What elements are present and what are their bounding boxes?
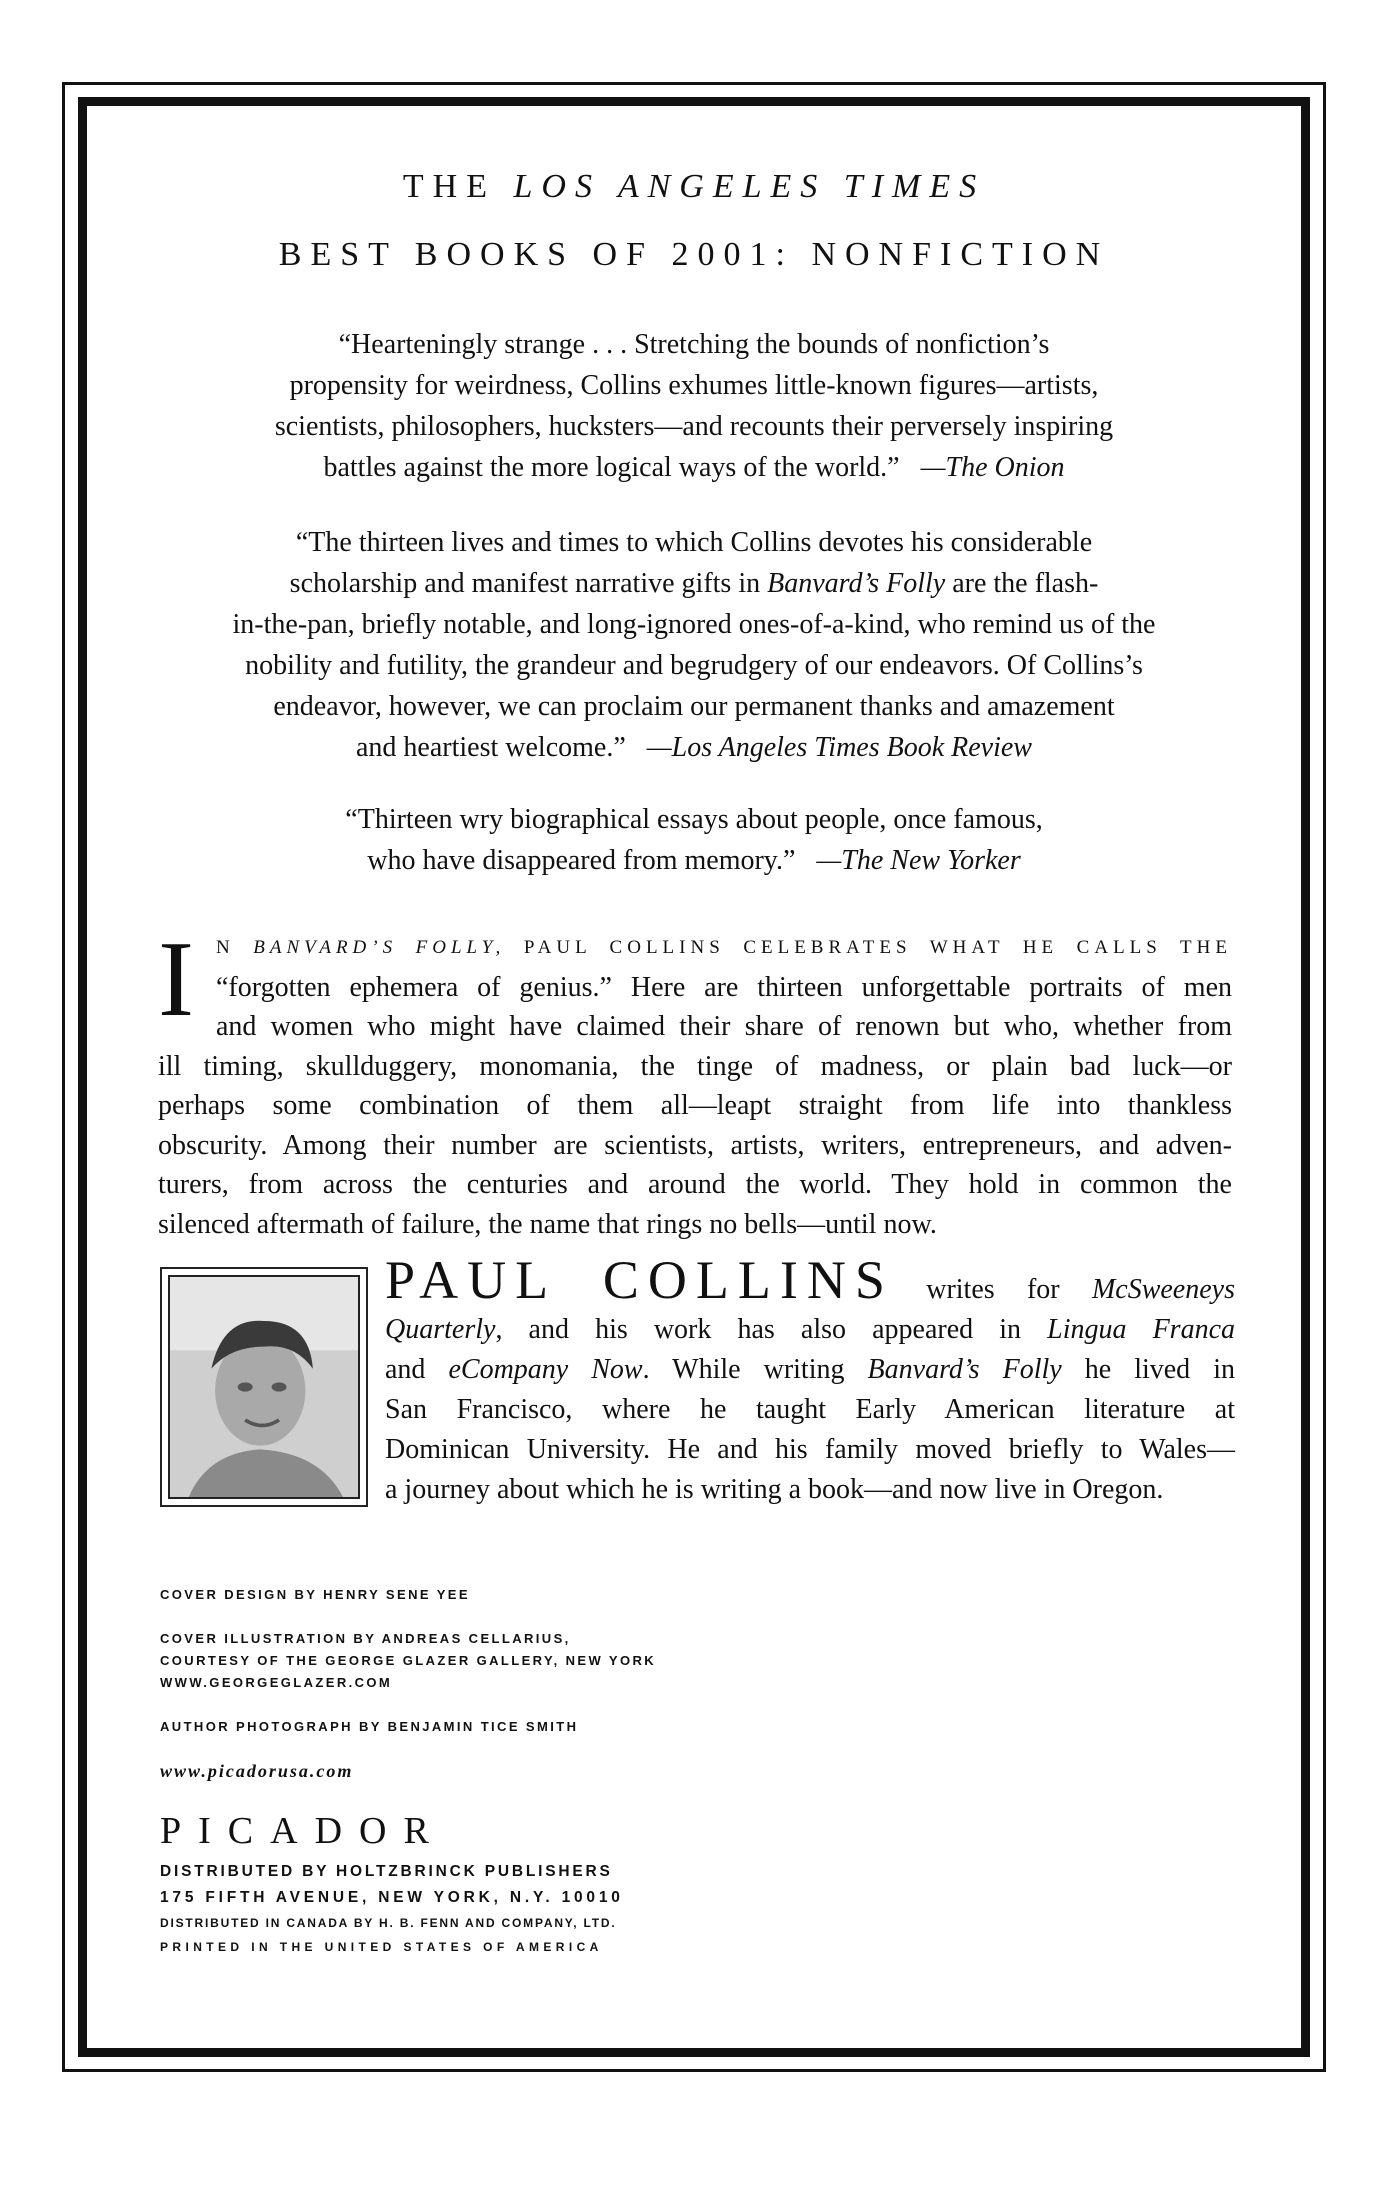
bio-text: . While writing xyxy=(642,1354,868,1385)
description-line: “forgotten ephemera of genius.” Here are thirteen unforgettable portraits of men xyxy=(216,971,1232,1003)
address-line: 175 FIFTH AVENUE, NEW YORK, N.Y. 10010 xyxy=(160,1889,624,1906)
quote-line: scholarship and manifest narrative gifts in xyxy=(289,568,768,599)
bio-text: , and his work has also appeared in xyxy=(495,1314,1048,1345)
drop-cap: I xyxy=(158,920,194,1039)
quote-line: and heartiest welcome.” xyxy=(356,732,626,763)
opening-text: N xyxy=(216,937,254,958)
description-line: obscurity. Among their number are scientists, artists, writers, entrepreneurs, and adven- xyxy=(158,1129,1232,1161)
publication-title: eCompany Now xyxy=(448,1354,643,1385)
publication-title: Quarterly xyxy=(385,1314,496,1345)
credit-line: WWW.GEORGEGLAZER.COM xyxy=(160,1675,393,1690)
canada-distributor-line: DISTRIBUTED IN CANADA BY H. B. FENN AND COMPANY, LTD. xyxy=(160,1916,617,1930)
quote-la-times xyxy=(130,522,1258,768)
description-line: perhaps some combination of them all—leapt straight from life into thankless xyxy=(158,1090,1232,1121)
quote-source: —Los Angeles Times Book Review xyxy=(646,732,1032,763)
quote-line: in-the-pan, briefly notable, and long-ignored ones-of-a-kind, who remind us of the xyxy=(232,609,1156,640)
description-line: and women who might have claimed their share of renown but who, whether from xyxy=(216,1011,1232,1042)
masthead-the: THE xyxy=(402,168,496,205)
quote-source: —The New Yorker xyxy=(816,845,1021,876)
quote-line: nobility and futility, the grandeur and begrudgery of our endeavors. Of Collins’s xyxy=(245,650,1143,681)
description-line: ill timing, skullduggery, monomania, the tinge of madness, or plain bad luck—or xyxy=(158,1050,1232,1082)
quote-new-yorker xyxy=(130,799,1258,881)
picador-logo: PICADOR xyxy=(160,1810,446,1852)
credit-line: COVER ILLUSTRATION BY ANDREAS CELLARIUS, xyxy=(160,1631,571,1646)
quote-line: battles against the more logical ways of the world.” xyxy=(323,452,900,483)
book-title: Banvard’s Folly xyxy=(867,1354,1062,1385)
description-line: silenced aftermath of failure, the name that rings no bells—until now. xyxy=(158,1208,937,1240)
printed-in-line: PRINTED IN THE UNITED STATES OF AMERICA xyxy=(160,1940,603,1954)
author-portrait-image xyxy=(170,1277,358,1497)
distributor-line: DISTRIBUTED BY HOLTZBRINCK PUBLISHERS xyxy=(160,1863,613,1880)
bio-line: Dominican University. He and his family moved briefly to Wales— xyxy=(385,1434,1235,1465)
book-title: BANVARD’S FOLLY, xyxy=(253,937,506,958)
book-title: Banvard’s Folly xyxy=(767,568,946,599)
bio-text: writes for xyxy=(893,1274,1092,1305)
quote-line: are the flash- xyxy=(945,568,1099,599)
masthead-paper: LOS ANGELES TIMES xyxy=(513,168,986,205)
author-name: PAUL COLLINS xyxy=(385,1250,894,1310)
bio-line xyxy=(385,1310,1235,1350)
bio-line xyxy=(385,1250,1235,1310)
author-photo-credit: AUTHOR PHOTOGRAPH BY BENJAMIN TICE SMITH xyxy=(160,1719,579,1734)
masthead-title xyxy=(90,168,1298,206)
cover-illustration-credit xyxy=(160,1628,656,1694)
back-cover xyxy=(90,110,1298,2046)
bio-line: a journey about which he is writing a book—and now live in Oregon. xyxy=(385,1474,1164,1505)
quote-line: propensity for weirdness, Collins exhumes little-known figures—artists, xyxy=(289,370,1099,401)
publication-title: McSweeneys xyxy=(1091,1274,1235,1305)
bio-line: San Francisco, where he taught Early American literature at xyxy=(385,1394,1235,1425)
publication-title: Lingua Franca xyxy=(1047,1314,1236,1345)
bio-text: he lived in xyxy=(1061,1354,1236,1385)
quote-line: who have disappeared from memory.” xyxy=(367,845,796,876)
cover-design-credit: COVER DESIGN BY HENRY SENE YEE xyxy=(160,1587,470,1602)
quote-onion xyxy=(130,324,1258,488)
author-bio xyxy=(385,1250,1236,1510)
quote-line: scientists, philosophers, hucksters—and recounts their perversely inspiring xyxy=(274,411,1114,442)
description-opening xyxy=(158,928,1232,968)
quote-line: endeavor, however, we can proclaim our permanent thanks and amazement xyxy=(273,691,1115,722)
credits xyxy=(160,1584,656,1804)
quote-line: “Thirteen wry biographical essays about people, once famous, xyxy=(345,804,1043,835)
quote-line: “Hearteningly strange . . . Stretching the bounds of nonfiction’s xyxy=(338,329,1050,360)
credit-line: COURTESY OF THE GEORGE GLAZER GALLERY, NEW YORK xyxy=(160,1653,657,1668)
book-description xyxy=(158,920,1232,1244)
bio-line xyxy=(385,1350,1235,1390)
quote-line: “The thirteen lives and times to which Collins devotes his considerable xyxy=(295,527,1093,558)
publisher-url: www.picadorusa.com xyxy=(160,1761,354,1781)
opening-text: PAUL COLLINS CELEBRATES WHAT HE CALLS THE xyxy=(505,937,1232,958)
author-photo xyxy=(160,1267,368,1507)
masthead-subtitle: BEST BOOKS OF 2001: NONFICTION xyxy=(278,236,1110,273)
publisher-block xyxy=(160,1809,624,1959)
description-line: turers, from across the centuries and around the world. They hold in common the xyxy=(158,1169,1232,1200)
quote-source: —The Onion xyxy=(920,452,1065,483)
bio-text: and xyxy=(385,1354,449,1385)
